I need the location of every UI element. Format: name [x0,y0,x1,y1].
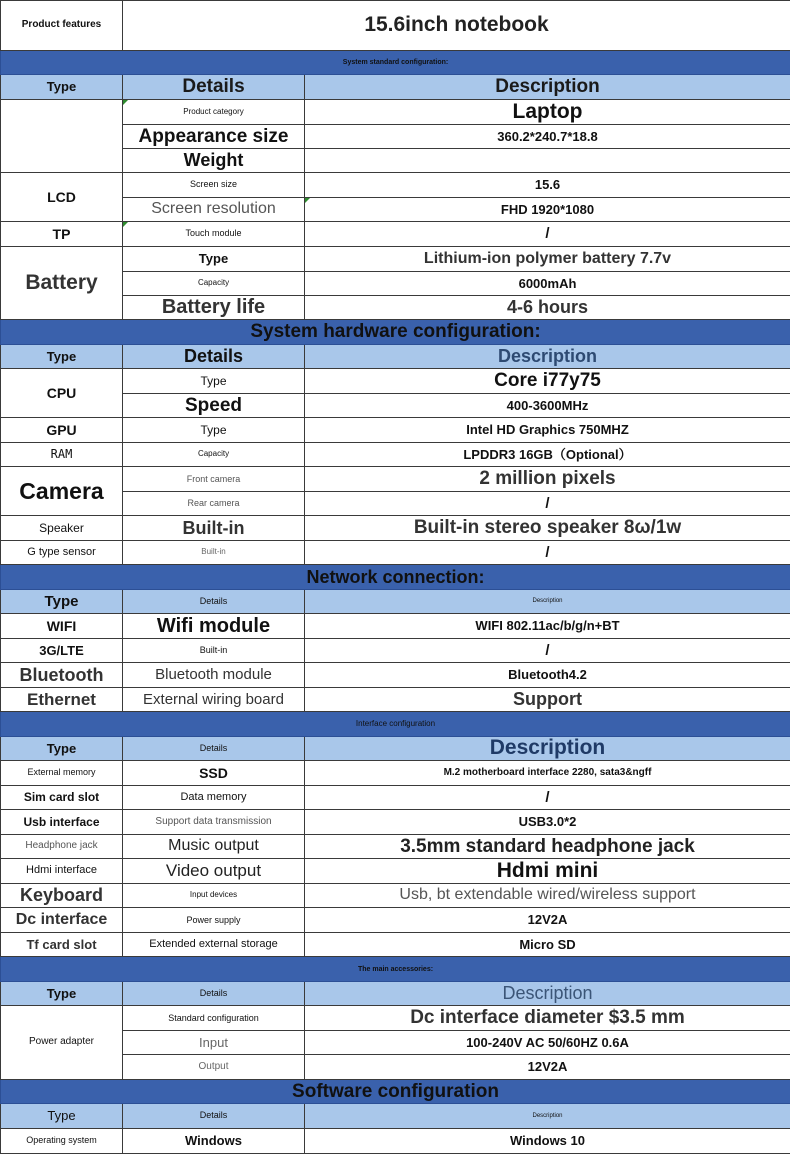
detail-cell: Type [123,418,305,443]
type-cell: RAM [1,443,123,467]
type-cell: Usb interface [1,810,123,835]
detail-cell: Output [123,1055,305,1080]
type-cell: Power adapter [1,1006,123,1080]
header-description: Description [305,1104,790,1129]
type-cell: Camera [1,467,123,516]
header-details: Details [123,982,305,1006]
detail-cell: Bluetooth module [123,663,305,688]
table-row [1,173,790,198]
detail-cell: Touch module [123,222,305,247]
header-row [1,75,790,100]
detail-cell: Weight [123,149,305,173]
type-cell: GPU [1,418,123,443]
header-details: Details [123,737,305,761]
section-system-hardware [1,320,790,345]
detail-cell: Input [123,1031,305,1055]
section-title: Interface configuration [1,712,790,737]
value-cell: 12V2A [305,908,790,933]
detail-cell: Power supply [123,908,305,933]
empty-type-cell [1,100,123,173]
table-row [1,614,790,639]
value-cell: WIFI 802.11ac/b/g/n+BT [305,614,790,639]
table-row [1,761,790,786]
detail-cell: Wifi module [123,614,305,639]
section-title: Network connection: [1,565,790,590]
header-type: Type [1,75,123,100]
detail-cell: Capacity [123,272,305,296]
type-cell: G type sensor [1,541,123,565]
value-cell: 2 million pixels [305,467,790,492]
value-cell: USB3.0*2 [305,810,790,835]
title-row [1,1,790,51]
header-row [1,737,790,761]
table-row [1,884,790,908]
product-features-label: Product features [1,1,123,51]
header-type: Type [1,1104,123,1129]
value-cell: 6000mAh [305,272,790,296]
value-cell: / [305,492,790,516]
type-cell: WIFI [1,614,123,639]
detail-cell: Music output [123,835,305,859]
value-cell: 3.5mm standard headphone jack [305,835,790,859]
table-row [1,835,790,859]
value-cell: / [305,639,790,663]
detail-cell: Type [123,247,305,272]
header-type: Type [1,982,123,1006]
detail-cell: Data memory [123,786,305,810]
header-description: Description [305,345,790,369]
value-cell: 400-3600MHz [305,394,790,418]
value-cell: 360.2*240.7*18.8 [305,125,790,149]
header-details: Details [123,345,305,369]
type-cell: CPU [1,369,123,418]
value-cell: 12V2A [305,1055,790,1080]
detail-cell: Product category [123,100,305,125]
detail-cell: Screen size [123,173,305,198]
value-cell: 100-240V AC 50/60HZ 0.6A [305,1031,790,1055]
table-row [1,467,790,492]
value-cell: Hdmi mini [305,859,790,884]
header-type: Type [1,590,123,614]
header-row [1,345,790,369]
value-cell: 15.6 [305,173,790,198]
table-row [1,810,790,835]
detail-cell: Built-in [123,541,305,565]
value-cell: LPDDR3 16GB（Optional） [305,443,790,467]
detail-cell: SSD [123,761,305,786]
table-row [1,1006,790,1031]
type-cell: 3G/LTE [1,639,123,663]
detail-cell: Screen resolution [123,198,305,222]
type-cell: Tf card slot [1,933,123,957]
type-cell: Keyboard [1,884,123,908]
value-cell: Usb, bt extendable wired/wireless support [305,884,790,908]
table-row [1,418,790,443]
section-system-standard [1,51,790,75]
type-cell: Bluetooth [1,663,123,688]
detail-cell: Built-in [123,639,305,663]
value-cell: Micro SD [305,933,790,957]
table-row [1,688,790,712]
table-row [1,1129,790,1154]
detail-cell: Input devices [123,884,305,908]
detail-cell: Battery life [123,296,305,320]
section-interface [1,712,790,737]
table-row [1,541,790,565]
detail-cell: Speed [123,394,305,418]
type-cell: Battery [1,247,123,320]
header-description: Description [305,737,790,761]
value-cell: Dc interface diameter $3.5 mm [305,1006,790,1031]
type-cell: Dc interface [1,908,123,933]
detail-cell: Windows [123,1129,305,1154]
detail-cell: Support data transmission [123,810,305,835]
header-row [1,590,790,614]
table-row [1,933,790,957]
page-title: 15.6inch notebook [123,1,790,51]
value-cell: Intel HD Graphics 750MHZ [305,418,790,443]
table-row [1,859,790,884]
type-cell: Operating system [1,1129,123,1154]
value-cell: FHD 1920*1080 [305,198,790,222]
detail-cell: Built-in [123,516,305,541]
type-cell: External memory [1,761,123,786]
detail-cell: Appearance size [123,125,305,149]
header-description: Description [305,590,790,614]
value-cell: Bluetooth4.2 [305,663,790,688]
header-details: Details [123,590,305,614]
detail-cell: Video output [123,859,305,884]
value-cell: / [305,222,790,247]
type-cell: LCD [1,173,123,222]
value-cell: / [305,786,790,810]
type-cell: Ethernet [1,688,123,712]
detail-cell: Front camera [123,467,305,492]
header-details: Details [123,1104,305,1129]
detail-cell: Type [123,369,305,394]
type-cell: Sim card slot [1,786,123,810]
header-description: Description [305,982,790,1006]
header-details: Details [123,75,305,100]
section-title: Software configuration [1,1080,790,1104]
detail-cell: Extended external storage [123,933,305,957]
type-cell: TP [1,222,123,247]
table-row [1,222,790,247]
header-description: Description [305,75,790,100]
section-software [1,1080,790,1104]
value-cell: Laptop [305,100,790,125]
table-row [1,443,790,467]
table-row [1,908,790,933]
table-row [1,663,790,688]
detail-cell: Standard configuration [123,1006,305,1031]
table-row [1,100,790,125]
value-cell: Built-in stereo speaker 8ω/1w [305,516,790,541]
header-row [1,1104,790,1129]
type-cell: Headphone jack [1,835,123,859]
type-cell: Hdmi interface [1,859,123,884]
table-row [1,369,790,394]
section-accessories [1,957,790,982]
type-cell: Speaker [1,516,123,541]
value-cell: Core i77y75 [305,369,790,394]
section-title: System standard configuration: [1,51,790,75]
header-type: Type [1,737,123,761]
table-row [1,516,790,541]
value-cell: M.2 motherboard interface 2280, sata3&ngff [305,761,790,786]
value-cell: 4-6 hours [305,296,790,320]
detail-cell: Rear camera [123,492,305,516]
header-type: Type [1,345,123,369]
section-network [1,565,790,590]
section-title: System hardware configuration: [1,320,790,345]
table-row [1,786,790,810]
header-row [1,982,790,1006]
value-cell: Windows 10 [305,1129,790,1154]
value-cell: Support [305,688,790,712]
table-row [1,247,790,272]
detail-cell: Capacity [123,443,305,467]
section-title: The main accessories: [1,957,790,982]
value-cell [305,149,790,173]
value-cell: / [305,541,790,565]
value-cell: Lithium-ion polymer battery 7.7v [305,247,790,272]
detail-cell: External wiring board [123,688,305,712]
table-row [1,639,790,663]
